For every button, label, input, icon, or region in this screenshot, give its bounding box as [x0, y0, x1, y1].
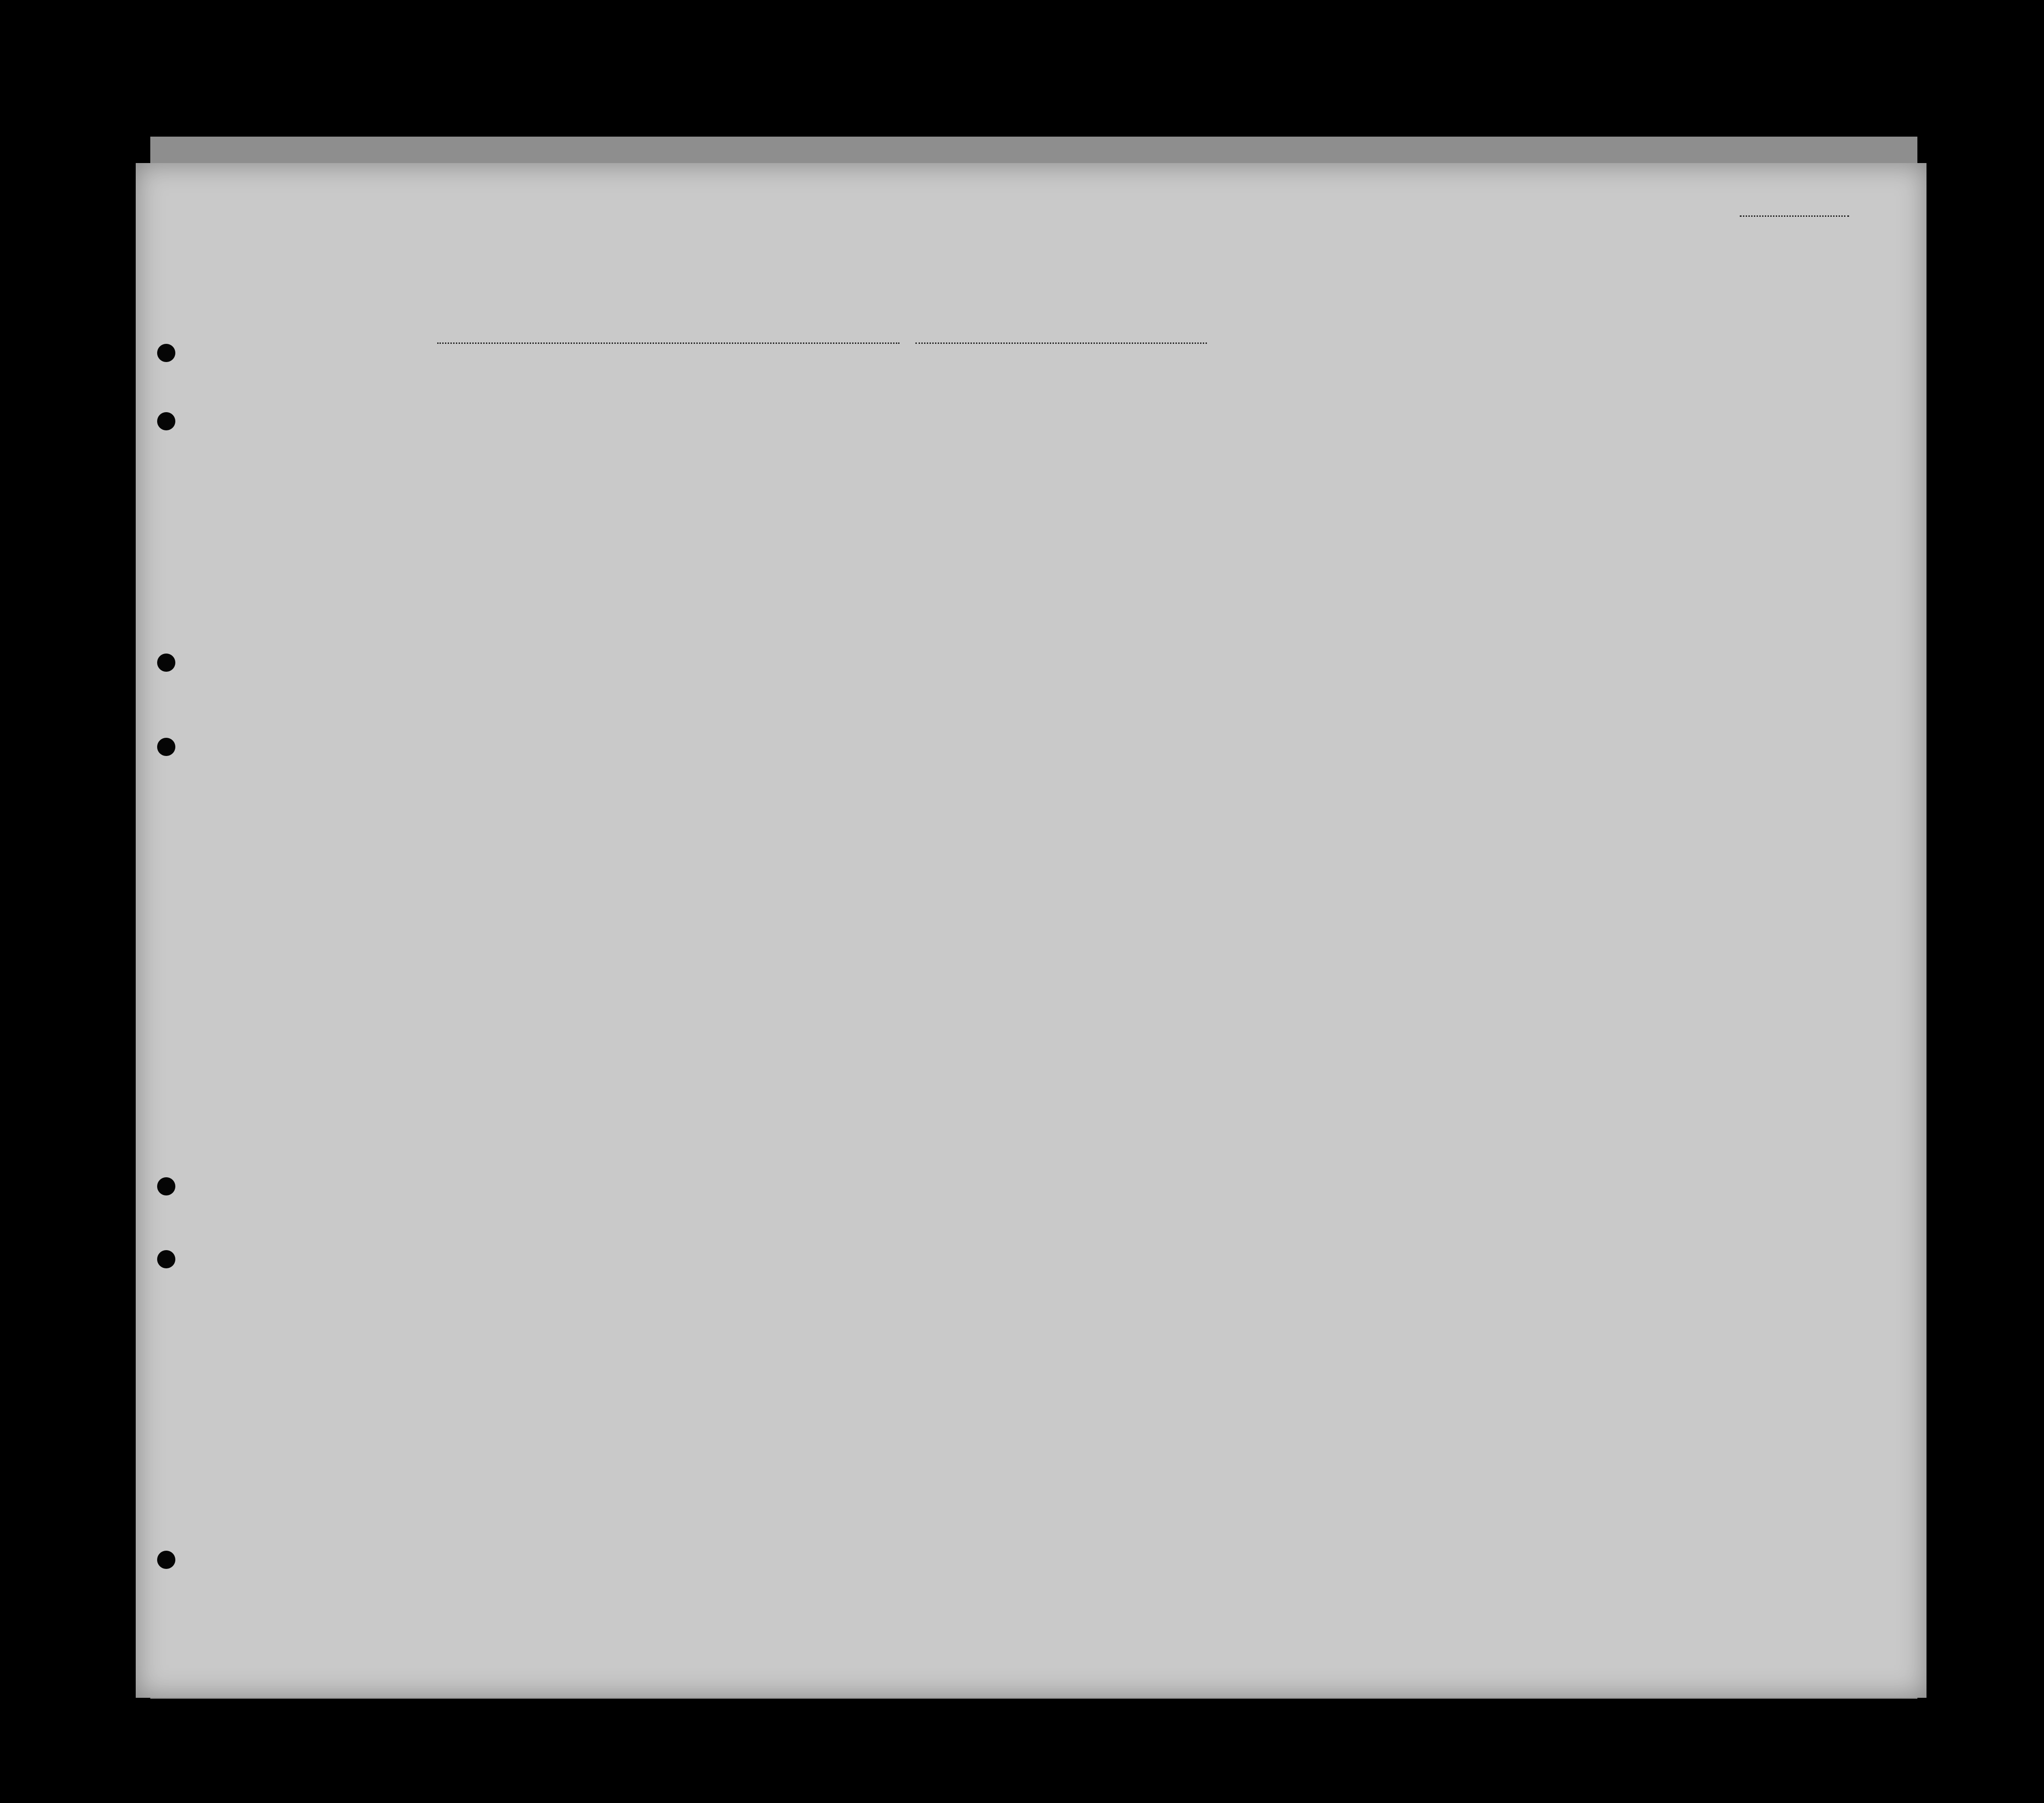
manifest-sheet: [136, 163, 1926, 1698]
punch-hole: [157, 1177, 175, 1195]
punch-hole: [157, 344, 175, 362]
date-rule: [915, 342, 1207, 344]
port-rule: [437, 342, 899, 344]
punch-hole: [157, 738, 175, 756]
punch-hole: [157, 1250, 175, 1268]
punch-hole: [157, 654, 175, 672]
punch-hole: [157, 1551, 175, 1569]
manifest-grid: [136, 163, 1926, 1698]
punch-hole: [157, 412, 175, 430]
list-number-rule: [1740, 215, 1849, 217]
